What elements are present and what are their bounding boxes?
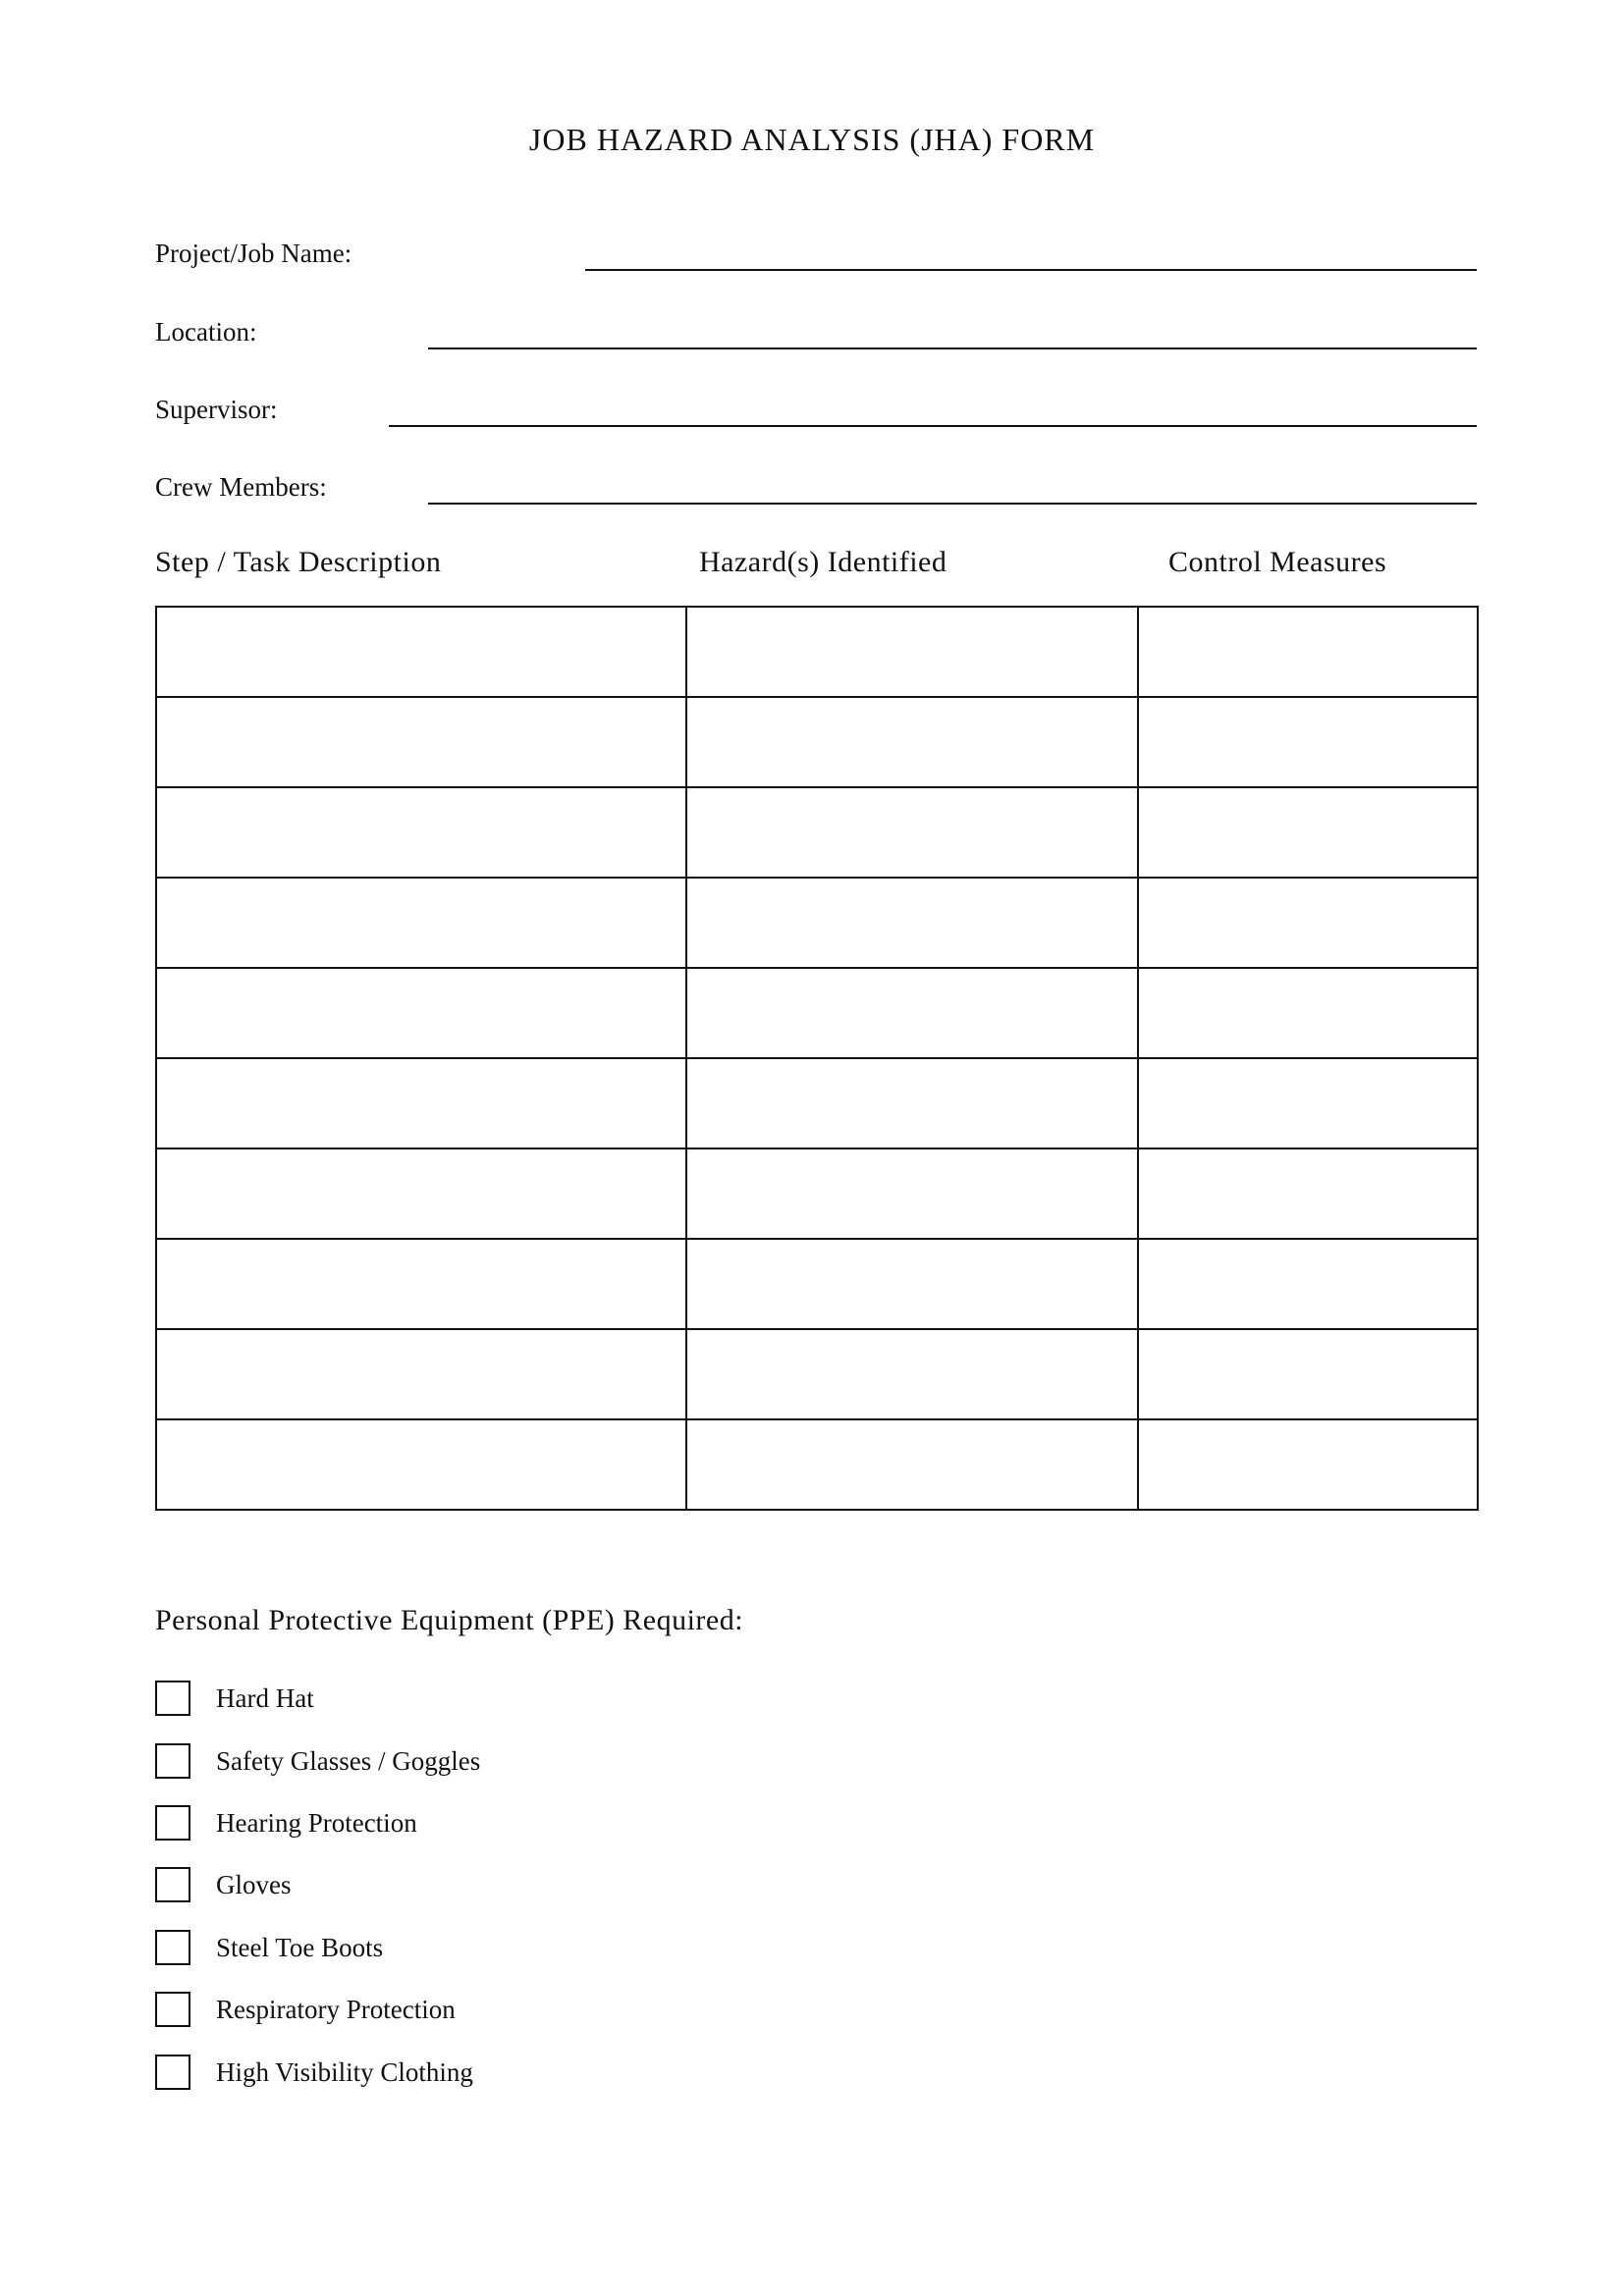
step-cell[interactable]	[156, 878, 686, 968]
high-visibility-clothing-label: High Visibility Clothing	[216, 2056, 473, 2087]
control-cell[interactable]	[1138, 697, 1478, 787]
ppe-item-safety-glasses[interactable]	[155, 1740, 480, 1782]
respiratory-protection-checkbox[interactable]	[155, 1992, 190, 2027]
hearing-protection-label: Hearing Protection	[216, 1807, 417, 1838]
hazard-cell[interactable]	[686, 1419, 1138, 1510]
step-cell[interactable]	[156, 968, 686, 1058]
hazard-cell[interactable]	[686, 1058, 1138, 1148]
step-cell[interactable]	[156, 1148, 686, 1239]
hazard-cell[interactable]	[686, 968, 1138, 1058]
ppe-item-steel-toe-boots[interactable]	[155, 1927, 383, 1968]
project-job-name-label: Project/Job Name:	[155, 239, 352, 268]
high-visibility-clothing-checkbox[interactable]	[155, 2055, 190, 2090]
hazard-cell[interactable]	[686, 878, 1138, 968]
hazard-cell[interactable]	[686, 1329, 1138, 1419]
ppe-item-gloves[interactable]	[155, 1864, 292, 1905]
hard-hat-checkbox[interactable]	[155, 1681, 190, 1716]
hazard-cell[interactable]	[686, 697, 1138, 787]
step-cell[interactable]	[156, 1329, 686, 1419]
table-row	[156, 1058, 1478, 1148]
gloves-label: Gloves	[216, 1869, 292, 1899]
respiratory-protection-label: Respiratory Protection	[216, 1994, 456, 2024]
ppe-item-hearing-protection[interactable]	[155, 1802, 417, 1843]
control-cell[interactable]	[1138, 968, 1478, 1058]
control-cell[interactable]	[1138, 1148, 1478, 1239]
safety-glasses-checkbox[interactable]	[155, 1743, 190, 1779]
location-field[interactable]	[428, 347, 1477, 349]
step-cell[interactable]	[156, 1058, 686, 1148]
hazard-cell[interactable]	[686, 1148, 1138, 1239]
supervisor-field[interactable]	[389, 425, 1477, 427]
ppe-item-hard-hat[interactable]	[155, 1678, 314, 1719]
crew-members-field[interactable]	[428, 503, 1477, 505]
table-row	[156, 697, 1478, 787]
column-header-hazards: Hazard(s) Identified	[699, 546, 947, 578]
steel-toe-boots-checkbox[interactable]	[155, 1930, 190, 1965]
ppe-heading: Personal Protective Equipment (PPE) Required:	[155, 1604, 744, 1636]
table-row	[156, 1329, 1478, 1419]
control-cell[interactable]	[1138, 1419, 1478, 1510]
form-title: JOB HAZARD ANALYSIS (JHA) FORM	[528, 122, 1096, 157]
hearing-protection-checkbox[interactable]	[155, 1805, 190, 1841]
hazard-cell[interactable]	[686, 787, 1138, 878]
supervisor-label: Supervisor:	[155, 395, 278, 424]
table-row	[156, 968, 1478, 1058]
control-cell[interactable]	[1138, 1058, 1478, 1148]
step-cell[interactable]	[156, 607, 686, 697]
step-cell[interactable]	[156, 1419, 686, 1510]
control-cell[interactable]	[1138, 787, 1478, 878]
hazard-analysis-table	[155, 606, 1479, 1511]
step-cell[interactable]	[156, 1239, 686, 1329]
column-header-controls: Control Measures	[1168, 546, 1387, 578]
hazard-cell[interactable]	[686, 607, 1138, 697]
table-row	[156, 607, 1478, 697]
control-cell[interactable]	[1138, 1329, 1478, 1419]
ppe-item-high-visibility-clothing[interactable]	[155, 2052, 473, 2093]
table-row	[156, 1239, 1478, 1329]
control-cell[interactable]	[1138, 878, 1478, 968]
control-cell[interactable]	[1138, 607, 1478, 697]
control-cell[interactable]	[1138, 1239, 1478, 1329]
table-row	[156, 1148, 1478, 1239]
table-row	[156, 1419, 1478, 1510]
column-header-step: Step / Task Description	[155, 546, 442, 578]
step-cell[interactable]	[156, 697, 686, 787]
table-body	[156, 607, 1478, 1510]
steel-toe-boots-label: Steel Toe Boots	[216, 1932, 384, 1962]
project-job-name-field[interactable]	[585, 269, 1477, 271]
location-label: Location:	[155, 317, 257, 347]
crew-members-label: Crew Members:	[155, 472, 327, 502]
safety-glasses-label: Safety Glasses / Goggles	[216, 1745, 481, 1776]
ppe-item-respiratory-protection[interactable]	[155, 1989, 456, 2030]
hard-hat-label: Hard Hat	[216, 1682, 314, 1713]
table-row	[156, 878, 1478, 968]
gloves-checkbox[interactable]	[155, 1867, 190, 1902]
table-row	[156, 787, 1478, 878]
step-cell[interactable]	[156, 787, 686, 878]
hazard-cell[interactable]	[686, 1239, 1138, 1329]
